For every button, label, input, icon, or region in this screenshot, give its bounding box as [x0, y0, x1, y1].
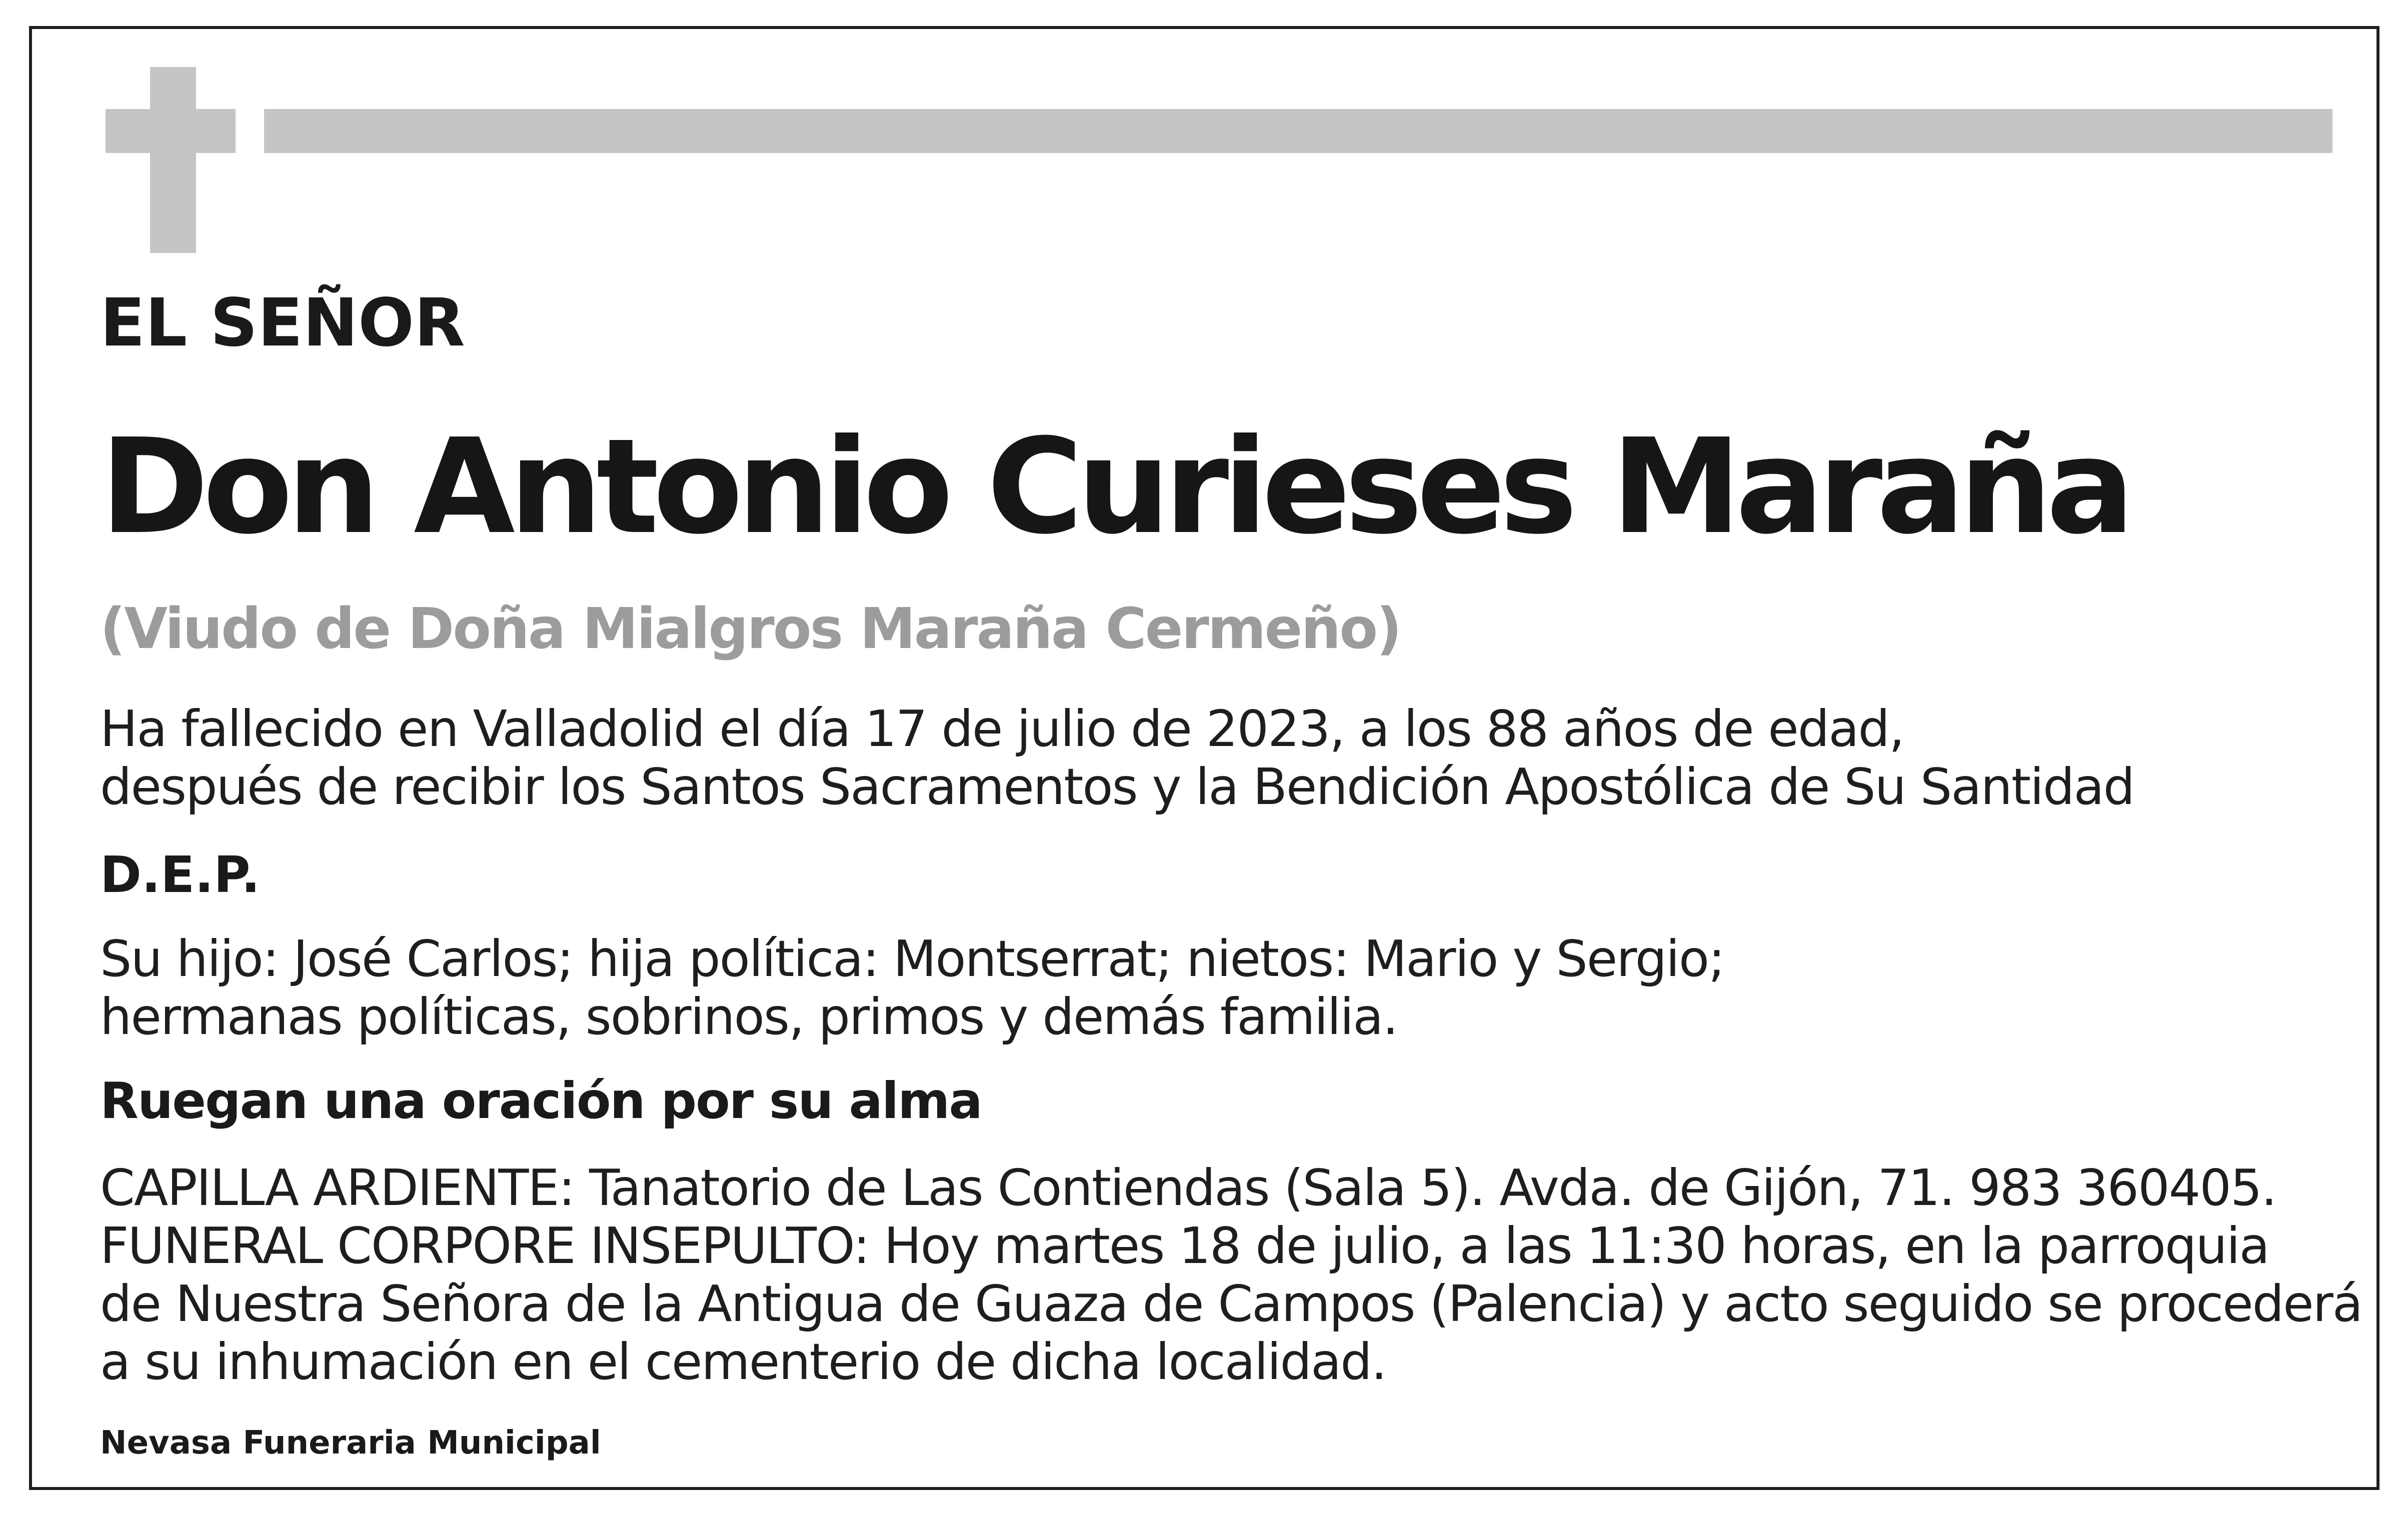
ceremony-line: de Nuestra Señora de la Antigua de Guaza de Campos (Palencia) y acto seguido se procederá: [100, 1274, 2362, 1333]
ceremony-line: a su inhumación en el cementerio de dicha localidad.: [100, 1332, 1386, 1391]
family-line: Su hijo: José Carlos; hija política: Montserrat; nietos: Mario y Sergio;: [100, 930, 1724, 988]
deceased-name: Don Antonio Curieses Maraña: [100, 410, 2129, 563]
ceremony-line: CAPILLA ARDIENTE: Tanatorio de Las Contiendas (Sala 5). Avda. de Gijón, 71. 983 360405.: [100, 1158, 2276, 1217]
widower-note: (Viudo de Doña Mialgros Maraña Cermeño): [100, 596, 1401, 662]
death-announcement-line: Ha fallecido en Valladolid el día 17 de julio de 2023, a los 88 años de edad,: [100, 700, 1904, 758]
prayer-request: Ruegan una oración por su alma: [100, 1072, 982, 1130]
ceremony-line: FUNERAL CORPORE INSEPULTO: Hoy martes 18 de julio, a las 11:30 horas, en la parroquia: [100, 1216, 2269, 1275]
salutation: EL SEÑOR: [100, 284, 465, 362]
cross-icon-arm: [106, 109, 236, 153]
cross-icon: [150, 67, 196, 253]
death-announcement-line: después de recibir los Santos Sacramentos y la Bendición Apostólica de Su Santidad: [100, 758, 2134, 816]
family-line: hermanas políticas, sobrinos, primos y demás familia.: [100, 988, 1398, 1046]
funeral-home-credit: Nevasa Funeraria Municipal: [100, 1424, 601, 1462]
rest-in-peace-label: D.E.P.: [100, 846, 261, 904]
header-divider-bar: [264, 109, 2332, 153]
